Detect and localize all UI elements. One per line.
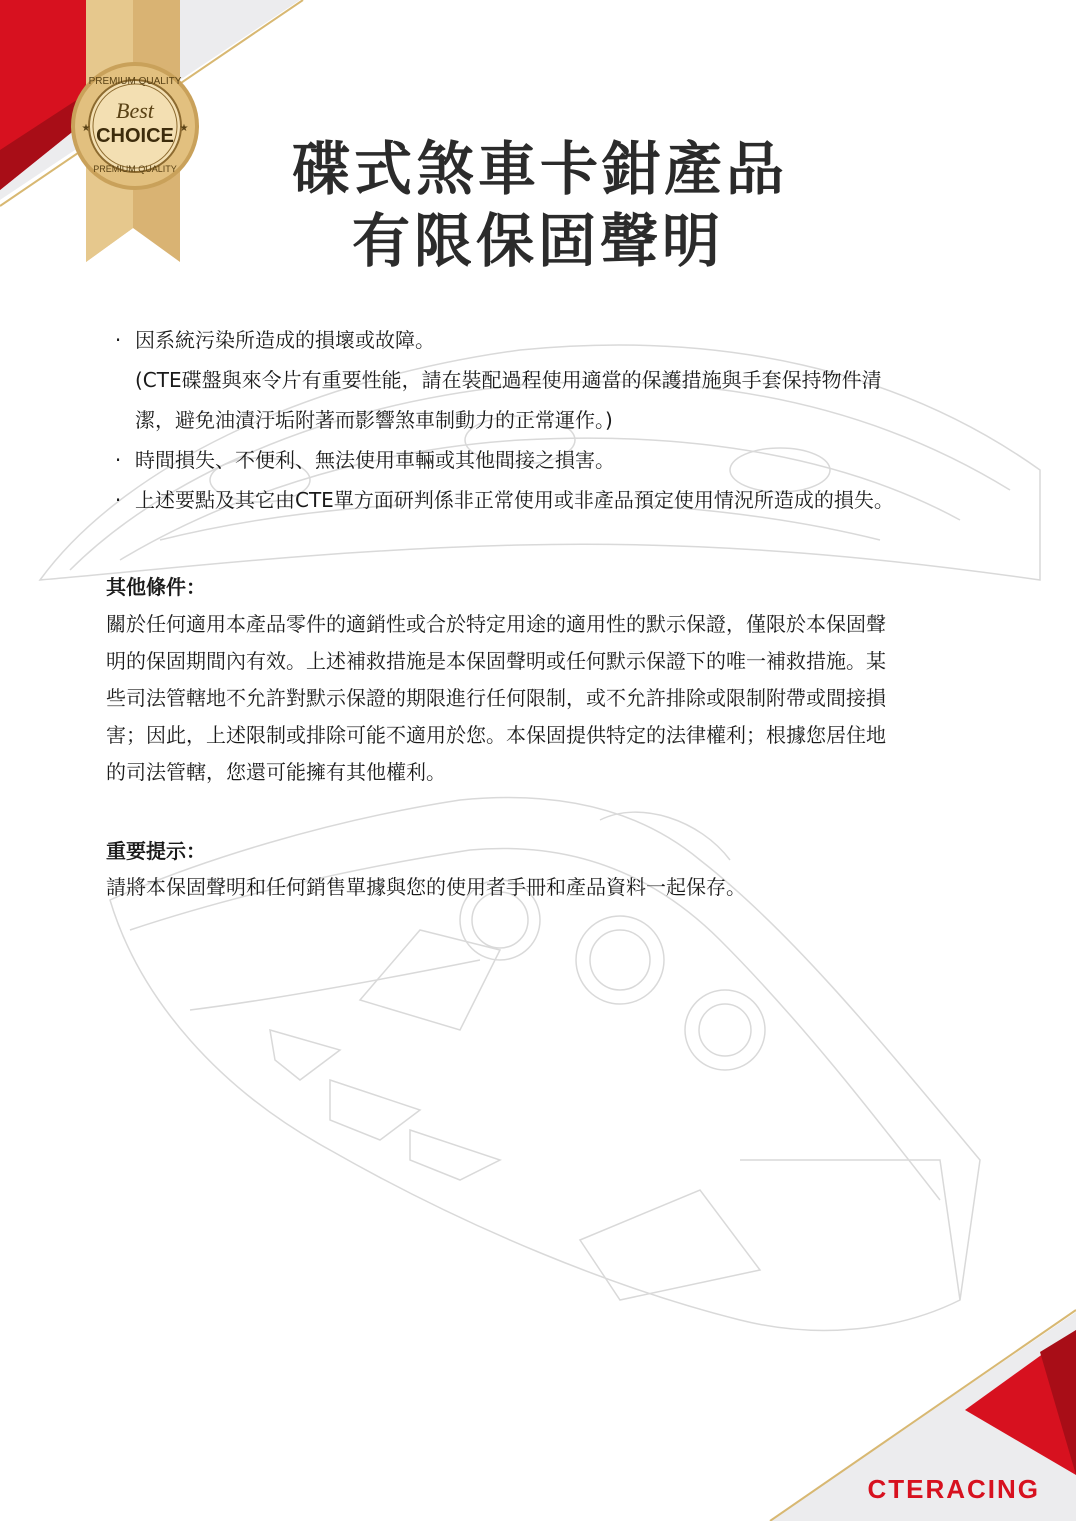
badge-top-text: PREMIUM QUALITY: [88, 76, 182, 87]
exclusion-list: [108, 320, 988, 520]
list-item-text: 時間損失、不便利、無法使用車輛或其他間接之損害。: [135, 448, 615, 472]
important-heading: 重要提示：: [106, 839, 206, 863]
list-item: [108, 320, 988, 360]
badge-script-text: Best: [116, 98, 154, 123]
paragraph-line: 關於任何適用本產品零件的適銷性或合於特定用途的適用性的默示保證，僅限於本保固聲: [106, 612, 886, 636]
other-terms-heading: 其他條件：: [106, 575, 206, 599]
bullet-dot: ·: [114, 328, 122, 352]
list-item: [108, 480, 988, 520]
bullet-dot: ·: [114, 448, 122, 472]
bullet-dot: ·: [114, 488, 122, 512]
svg-text:★: ★: [81, 123, 91, 134]
paragraph-line: 些司法管轄地不允許對默示保證的期限進行任何限制，或不允許排除或限制附帶或間接損: [106, 686, 886, 710]
page-title-line-1: 碟式煞車卡鉗產品: [291, 135, 788, 203]
list-item-note: (CTE碟盤與來令片有重要性能，請在裝配過程使用適當的保護措施與手套保持物件清: [135, 368, 882, 392]
page-title-line-2: 有限保固聲明: [351, 207, 724, 275]
list-item-text: 上述要點及其它由CTE單方面研判係非正常使用或非產品預定使用情況所造成的損失。: [135, 488, 894, 512]
other-terms-paragraph: [106, 606, 966, 791]
paragraph-line: 明的保固期間內有效。上述補救措施是本保固聲明或任何默示保證下的唯一補救措施。某: [106, 649, 886, 673]
badge-main-text: CHOICE: [96, 125, 174, 147]
list-item-note: 潔，避免油漬汙垢附著而影響煞車制動力的正常運作。): [135, 408, 613, 432]
paragraph-line: 的司法管轄，您還可能擁有其他權利。: [106, 760, 446, 784]
badge-bottom-text: PREMIUM QUALITY: [93, 164, 177, 174]
list-item: [108, 440, 988, 480]
important-text: 請將本保固聲明和任何銷售單據與您的使用者手冊和產品資料一起保存。: [106, 875, 746, 899]
cte-racing-logo: CTERACING: [867, 1474, 1040, 1504]
paragraph-line: 害；因此，上述限制或排除可能不適用於您。本保固提供特定的法律權利；根據您居住地: [106, 723, 886, 747]
list-item-text: 因系統污染所造成的損壞或故障。: [135, 328, 435, 352]
svg-text:★: ★: [179, 123, 189, 134]
